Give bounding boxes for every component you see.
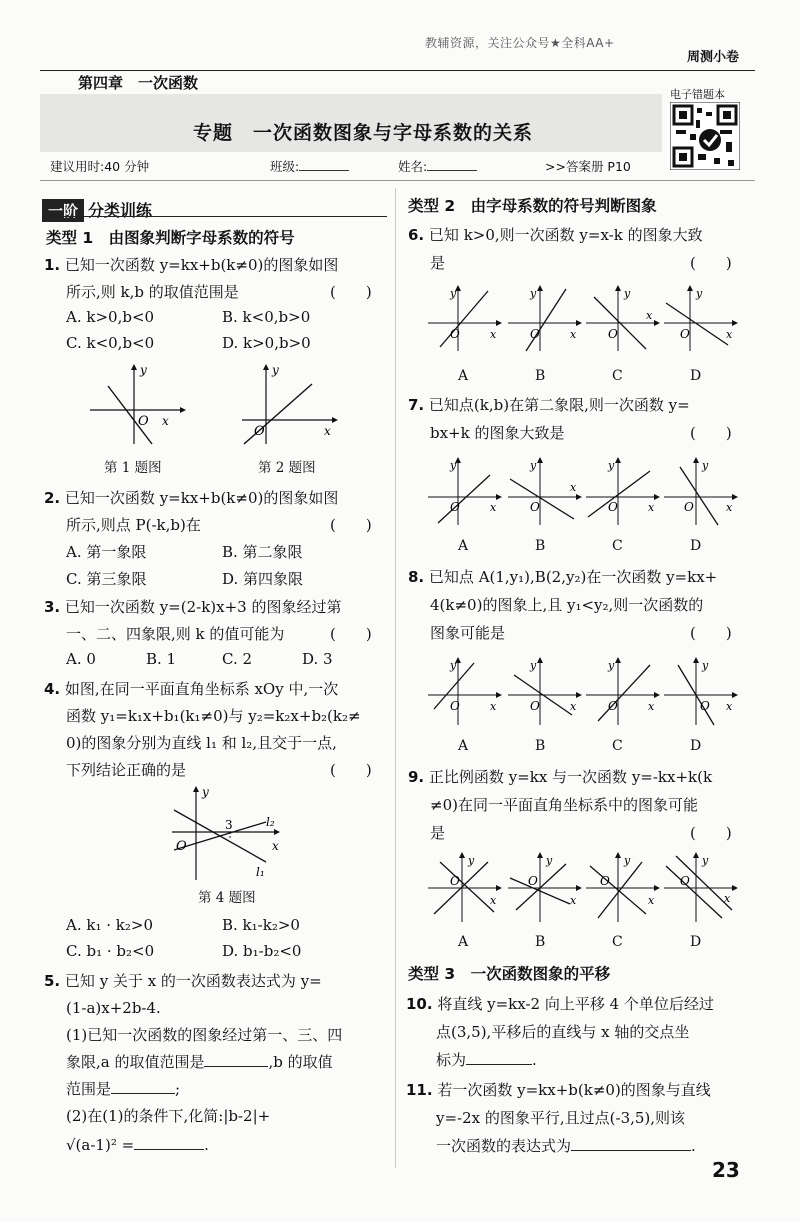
fig4-y-label: y (202, 785, 209, 799)
qr-code-icon[interactable] (670, 102, 740, 170)
svg-text:y: y (450, 287, 457, 300)
q6-graph-d[interactable] (662, 283, 738, 353)
q8-label-d: D (690, 738, 702, 754)
q3-line1 (44, 596, 341, 618)
fig4-line-l2 (174, 822, 266, 850)
q7-text1: 已知点(k,b)在第二象限,则一次函数 y= (428, 396, 690, 414)
q4-line1 (44, 678, 338, 700)
svg-text:x: x (726, 328, 733, 341)
q7-answer-paren[interactable]: ( ) (690, 424, 732, 442)
q8-text2: 4(k≠0)的图象上,且 y₁<y₂,则一次函数的 (430, 596, 704, 614)
name-field[interactable] (398, 157, 477, 175)
q7-graph-c[interactable] (584, 455, 660, 527)
q7-line1 (408, 394, 690, 416)
q4-text4: 下列结论正确的是 (66, 761, 187, 779)
svg-text:x: x (648, 501, 655, 514)
svg-text:O: O (700, 699, 710, 713)
column-divider (395, 188, 396, 1168)
q3-option-c[interactable]: C. 2 (222, 650, 253, 668)
chapter-title: 第四章 一次函数 (78, 74, 199, 92)
q8-text3: 图象可能是 (430, 624, 506, 642)
section-title: 分类训练 (88, 201, 153, 220)
svg-text:x: x (570, 328, 577, 341)
q11-text2: y=-2x 的图象平行,且过点(-3,5),则该 (436, 1109, 686, 1127)
q4-option-a[interactable]: A. k₁ · k₂>0 (66, 916, 153, 934)
q9-text3: 是 (430, 824, 446, 842)
q3-option-b[interactable]: B. 1 (146, 650, 177, 668)
svg-text:x: x (646, 309, 653, 322)
q8-label-b: B (535, 738, 546, 754)
svg-text:x: x (570, 894, 577, 907)
q10-line1 (406, 993, 714, 1015)
q10-number: 10. (406, 995, 433, 1013)
q11-line3 (436, 1135, 696, 1157)
q4-option-b[interactable]: B. k₁-k₂>0 (222, 916, 300, 934)
class-field[interactable] (270, 157, 349, 175)
q3-option-d[interactable]: D. 3 (302, 650, 333, 668)
q1-line1 (44, 254, 338, 276)
fig4-l2-label: l₂ (266, 815, 275, 829)
q9-label-c: C (612, 934, 623, 950)
q5-text4a: 象限,a 的取值范围是 (66, 1053, 205, 1071)
q9-number: 9. (408, 768, 425, 786)
svg-text:y: y (608, 659, 615, 672)
q8-answer-paren[interactable]: ( ) (690, 624, 732, 642)
svg-text:x: x (490, 700, 497, 713)
fig4-l1-label: l₁ (256, 865, 265, 879)
q10-blank[interactable] (466, 1064, 532, 1065)
svg-text:y: y (530, 287, 537, 300)
svg-text:y: y (468, 854, 475, 867)
svg-text:y: y (450, 459, 457, 472)
q7-graph-d[interactable] (662, 455, 738, 527)
q9-label-d: D (690, 934, 702, 950)
q9-graph-c[interactable] (584, 852, 660, 924)
svg-text:O: O (608, 327, 618, 341)
q8-graph-a[interactable] (426, 655, 502, 727)
fig1-origin-label: O (138, 414, 149, 429)
q5-line1 (44, 970, 322, 992)
q9-label-b: B (535, 934, 546, 950)
fig2-y-label: y (272, 363, 279, 377)
svg-text:x: x (726, 700, 733, 713)
weekly-test-tag: 周测小卷 (687, 50, 740, 65)
q8-line1 (408, 566, 717, 588)
svg-text:x: x (490, 894, 497, 907)
q4-text2: 函数 y₁=k₁x+b₁(k₁≠0)与 y₂=k₂x+b₂(k₂≠ (66, 707, 361, 725)
section-header (42, 198, 152, 222)
type-1-heading: 类型 1 由图象判断字母系数的符号 (46, 229, 295, 247)
q5-text3: (1)已知一次函数的图象经过第一、三、四 (66, 1026, 343, 1044)
q5-line7: √(a-1)² = . (66, 1136, 209, 1154)
svg-text:O: O (530, 699, 540, 713)
q4-number: 4. (44, 680, 61, 698)
q3-text1: 已知一次函数 y=(2-k)x+3 的图象经过第 (64, 598, 342, 616)
q1-text1: 已知一次函数 y=kx+b(k≠0)的图象如图 (64, 256, 339, 274)
q6-graph-a[interactable] (426, 283, 502, 353)
svg-text:y: y (530, 659, 537, 672)
q6-label-d: D (690, 368, 702, 384)
svg-text:y: y (696, 287, 703, 300)
type-2-heading: 类型 2 由字母系数的符号判断图象 (408, 197, 657, 215)
q7-graph-b[interactable] (506, 455, 582, 527)
svg-text:x: x (490, 328, 497, 341)
svg-text:y: y (530, 459, 537, 472)
q3-text2: 一、二、四象限,则 k 的值可能为 (66, 625, 285, 643)
header-rule (40, 70, 755, 71)
svg-text:O: O (680, 874, 690, 888)
q9-graph-b[interactable] (506, 852, 582, 924)
q5-blank-c[interactable] (134, 1149, 204, 1150)
q6-number: 6. (408, 226, 425, 244)
q1-option-d[interactable]: D. k>0,b>0 (222, 334, 311, 352)
q2-answer-paren[interactable]: ( ) (330, 516, 372, 534)
q11-line1 (406, 1079, 711, 1101)
page-number: 23 (712, 1158, 740, 1182)
q9-text2: ≠0)在同一平面直角坐标系中的图象可能 (430, 796, 698, 814)
q2-option-d[interactable]: D. 第四象限 (222, 570, 304, 588)
q6-label-b: B (535, 368, 546, 384)
q6-graph-b[interactable] (506, 283, 582, 353)
q7-number: 7. (408, 396, 425, 414)
q8-graph-c[interactable] (584, 655, 660, 727)
svg-text:O: O (450, 500, 460, 514)
q11-text1: 若一次函数 y=kx+b(k≠0)的图象与直线 (437, 1081, 711, 1099)
svg-text:O: O (608, 699, 618, 713)
q2-option-b[interactable]: B. 第二象限 (222, 543, 303, 561)
q8-text1: 已知点 A(1,y₁),B(2,y₂)在一次函数 y=kx+ (428, 568, 718, 586)
q2-number: 2. (44, 489, 61, 507)
svg-text:y: y (624, 287, 631, 300)
svg-text:O: O (600, 874, 610, 888)
q6-text1: 已知 k>0,则一次函数 y=x-k 的图象大致 (428, 226, 703, 244)
svg-text:O: O (528, 874, 538, 888)
q5-text2: (1-a)x+2b-4. (66, 999, 161, 1017)
q9-line1 (408, 766, 712, 788)
q2-option-c[interactable]: C. 第三象限 (66, 570, 147, 588)
q9-text1: 正比例函数 y=kx 与一次函数 y=-kx+k(k (428, 768, 713, 786)
q6-answer-paren[interactable]: ( ) (690, 254, 732, 272)
q11-blank[interactable] (571, 1150, 691, 1151)
svg-text:x: x (570, 700, 577, 713)
fig2-x-label: x (324, 424, 331, 438)
q10-text2: 点(3,5),平移后的直线与 x 轴的交点坐 (436, 1023, 690, 1041)
svg-text:O: O (450, 327, 460, 341)
fig4-origin-label: O (176, 839, 187, 854)
fig4-x-label: x (272, 839, 279, 853)
q5-number: 5. (44, 972, 61, 990)
q4-answer-paren[interactable]: ( ) (330, 761, 372, 779)
answer-reference: >>答案册 P10 (545, 159, 631, 174)
svg-text:x: x (726, 501, 733, 514)
header-bottom-rule (40, 180, 755, 181)
q9-answer-paren[interactable]: ( ) (690, 824, 732, 842)
q8-graph-d[interactable] (662, 655, 738, 727)
q6-label-c: C (612, 368, 623, 384)
q11-number: 11. (406, 1081, 433, 1099)
q7-graph-a[interactable] (426, 455, 502, 527)
svg-text:y: y (624, 854, 631, 867)
q7-label-d: D (690, 538, 702, 554)
q5-text6: (2)在(1)的条件下,化简:|b-2|+ (66, 1107, 271, 1125)
q8-label-c: C (612, 738, 623, 754)
svg-text:y: y (702, 659, 709, 672)
svg-text:x: x (648, 894, 655, 907)
q6-graph-c[interactable] (584, 283, 660, 353)
qr-label: 电子错题本 (670, 88, 725, 101)
q1-answer-paren[interactable]: ( ) (330, 283, 372, 301)
type-3-heading: 类型 3 一次函数图象的平移 (408, 965, 611, 983)
q7-label-a: A (458, 538, 469, 554)
figure-1-graph (88, 362, 188, 447)
q8-label-a: A (458, 738, 469, 754)
figure-2-caption: 第 2 题图 (258, 460, 316, 476)
svg-text:O: O (450, 699, 460, 713)
q6-line1 (408, 224, 703, 246)
q10-text3b: . (532, 1051, 537, 1069)
name-label: 姓名: (398, 159, 428, 174)
class-label: 班级: (270, 159, 300, 174)
q10-text1: 将直线 y=kx-2 向上平移 4 个单位后经过 (437, 995, 714, 1013)
section-rule (42, 216, 387, 217)
q9-graph-d[interactable] (662, 852, 738, 924)
figure-1-caption: 第 1 题图 (104, 460, 162, 476)
q3-number: 3. (44, 598, 61, 616)
q7-text2: bx+k 的图象大致是 (430, 424, 565, 442)
q1-text2: 所示,则 k,b 的取值范围是 (66, 283, 239, 301)
q7-label-b: B (535, 538, 546, 554)
q1-option-c[interactable]: C. k<0,b<0 (66, 334, 155, 352)
svg-text:O: O (450, 874, 460, 888)
q5-text5b: ; (175, 1080, 181, 1098)
q2-line1 (44, 487, 338, 509)
svg-text:y: y (450, 659, 457, 672)
q10-text3: 标为 (436, 1051, 467, 1069)
q3-answer-paren[interactable]: ( ) (330, 625, 372, 643)
page-title: 专题 一次函数图象与字母系数的关系 (192, 122, 533, 144)
svg-text:O: O (530, 500, 540, 514)
section-badge: 一阶 (42, 199, 84, 222)
svg-text:y: y (546, 854, 553, 867)
q1-number: 1. (44, 256, 61, 274)
q5-blank-a[interactable] (204, 1066, 268, 1067)
q4-text1: 如图,在同一平面直角坐标系 xOy 中,一次 (64, 680, 339, 698)
svg-text:x: x (490, 501, 497, 514)
q3-option-a[interactable]: A. 0 (66, 650, 96, 668)
q8-graph-b[interactable] (506, 655, 582, 727)
svg-text:O: O (530, 327, 540, 341)
q2-text1: 已知一次函数 y=kx+b(k≠0)的图象如图 (64, 489, 339, 507)
figure-4-caption: 第 4 题图 (198, 890, 256, 906)
q4-text3: 0)的图象分别为直线 l₁ 和 l₂,且交于一点, (66, 734, 337, 752)
fig1-x-label: x (162, 414, 169, 428)
q5-line5 (66, 1078, 180, 1100)
q2-text2: 所示,则点 P(-k,b)在 (66, 516, 201, 534)
q5-blank-b[interactable] (111, 1093, 175, 1094)
q11-text3: 一次函数的表达式为 (436, 1137, 572, 1155)
q5-text5: 范围是 (66, 1080, 112, 1098)
q7-label-c: C (612, 538, 623, 554)
q1-option-a[interactable]: A. k>0,b<0 (66, 308, 155, 326)
svg-text:O: O (680, 327, 690, 341)
figure-4-graph (170, 784, 280, 884)
q9-label-a: A (458, 934, 469, 950)
svg-text:O: O (608, 500, 618, 514)
q6-text2: 是 (430, 254, 446, 272)
svg-text:y: y (702, 459, 709, 472)
q9-graph-a[interactable] (426, 852, 502, 924)
q2-option-a[interactable]: A. 第一象限 (66, 543, 147, 561)
q6-label-a: A (458, 368, 469, 384)
fig2-origin-label: O (254, 424, 265, 439)
figure-2-graph (240, 362, 340, 447)
svg-text:x: x (570, 481, 577, 494)
fig1-y-label: y (140, 363, 147, 377)
q11-text3b: . (691, 1137, 696, 1155)
q4-option-c[interactable]: C. b₁ · b₂<0 (66, 942, 155, 960)
promo-text: 教辅资源，关注公众号★全科AA+ (425, 36, 615, 50)
svg-text:y: y (608, 459, 615, 472)
q5-text4b: ,b 的取值 (268, 1053, 333, 1071)
svg-text:x: x (648, 700, 655, 713)
svg-text:y: y (702, 854, 709, 867)
q1-option-b[interactable]: B. k<0,b>0 (222, 308, 311, 326)
q5-text7: √(a-1)² = (66, 1136, 135, 1154)
suggested-time: 建议用时:40 分钟 (50, 159, 150, 174)
q4-option-d[interactable]: D. b₁-b₂<0 (222, 942, 302, 960)
q10-line3 (436, 1049, 537, 1071)
q8-number: 8. (408, 568, 425, 586)
fig4-tick-3: 3 (225, 818, 233, 832)
svg-text:O: O (684, 500, 694, 514)
q5-line4 (66, 1051, 333, 1073)
q5-text1: 已知 y 关于 x 的一次函数表达式为 y= (64, 972, 322, 990)
svg-text:x: x (724, 892, 731, 905)
